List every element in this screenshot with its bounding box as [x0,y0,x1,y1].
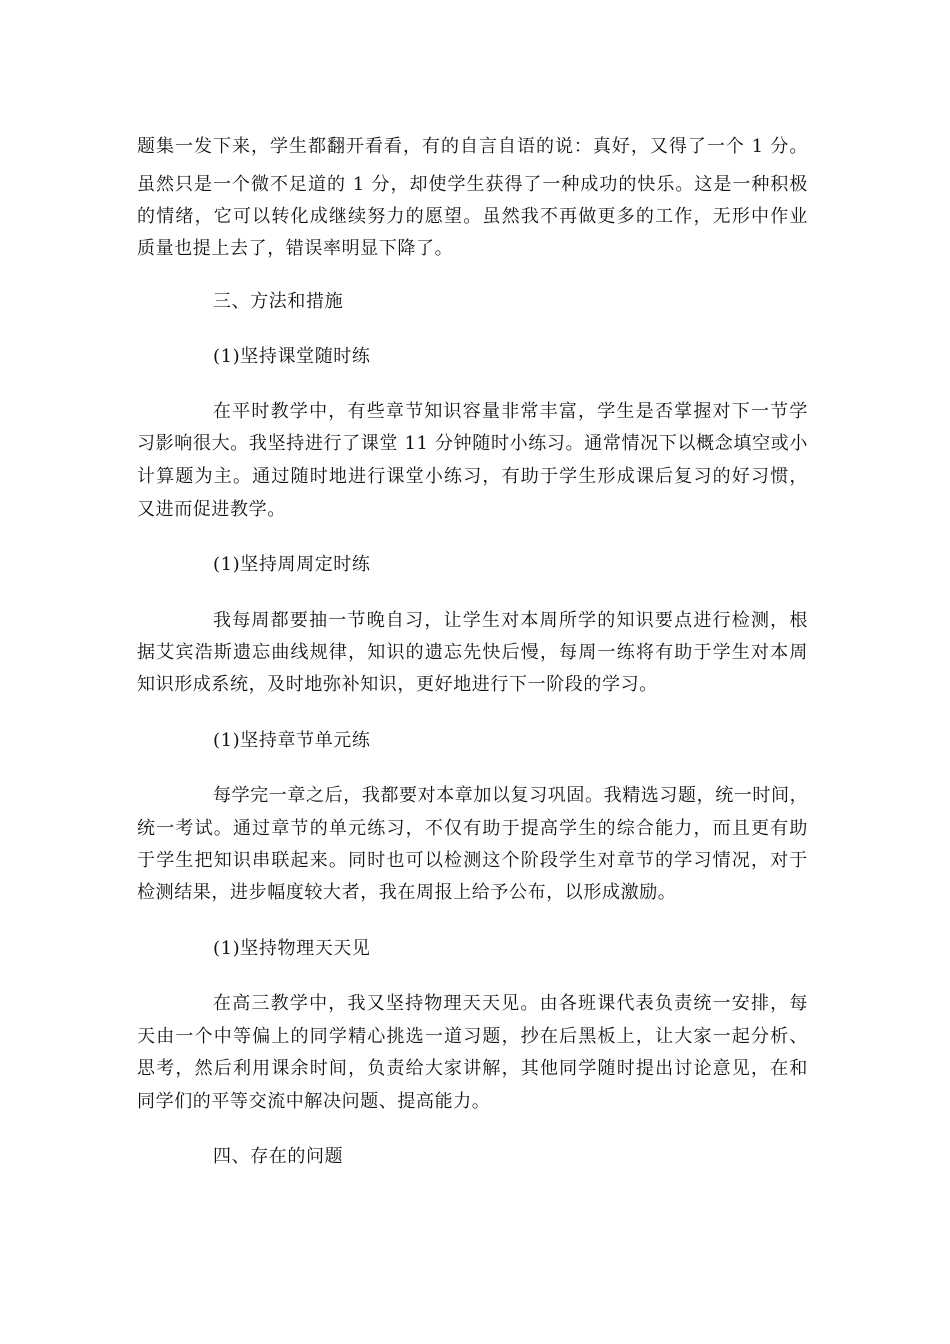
paragraph-line: 又进而促进教学。 [137,499,286,520]
subsection-heading: (1)坚持物理天天见 [213,938,371,959]
paragraph-line: 题集一发下来，学生都翻开看看，有的自言自语的说：真好，又得了一个 1 分。 [137,136,808,157]
paragraph-line: 在平时教学中，有些章节知识容量非常丰富，学生是否掌握对下一节学 [213,401,808,422]
paragraph-line: 在高三教学中，我又坚持物理天天见。由各班课代表负责统一安排，每 [213,993,808,1014]
paragraph-line: 我每周都要抽一节晚自习，让学生对本周所学的知识要点进行检测，根 [213,610,808,631]
paragraph-line: 于学生把知识串联起来。同时也可以检测这个阶段学生对章节的学习情况，对于 [137,850,808,871]
subsection-heading: (1)坚持课堂随时练 [213,346,371,367]
paragraph-line: 同学们的平等交流中解决问题、提高能力。 [137,1091,491,1112]
paragraph-line: 每学完一章之后，我都要对本章加以复习巩固。我精选习题，统一时间， [213,785,809,806]
paragraph-line: 质量也提上去了，错误率明显下降了。 [137,238,454,259]
section-heading: 四、存在的问题 [213,1146,344,1167]
subsection-heading: (1)坚持周周定时练 [213,554,371,575]
paragraph-line: 虽然只是一个微不足道的 1 分，却使学生获得了一种成功的快乐。这是一种积极 [137,174,808,195]
paragraph-line: 统一考试。通过章节的单元练习，不仅有助于提高学生的综合能力，而且更有助 [137,818,808,839]
paragraph-line: 的情绪，它可以转化成继续努力的愿望。虽然我不再做更多的工作，无形中作业 [137,206,808,227]
paragraph-line: 检测结果，进步幅度较大者，我在周报上给予公布，以形成激励。 [137,882,677,903]
paragraph-line: 知识形成系统，及时地弥补知识，更好地进行下一阶段的学习。 [137,674,658,695]
paragraph-line: 据艾宾浩斯遗忘曲线规律，知识的遗忘先快后慢，每周一练将有助于学生对本周 [137,642,808,663]
paragraph-line: 思考，然后利用课余时间，负责给大家讲解，其他同学随时提出讨论意见，在和 [137,1058,808,1079]
subsection-heading: (1)坚持章节单元练 [213,730,371,751]
paragraph-line: 习影响很大。我坚持进行了课堂 11 分钟随时小练习。通常情况下以概念填空或小 [137,433,808,454]
paragraph-line: 计算题为主。通过随时地进行课堂小练习，有助于学生形成课后复习的好习惯， [137,466,808,487]
section-heading: 三、方法和措施 [213,291,344,312]
paragraph-line: 天由一个中等偏上的同学精心挑选一道习题，抄在后黑板上，让大家一起分析、 [137,1026,808,1047]
